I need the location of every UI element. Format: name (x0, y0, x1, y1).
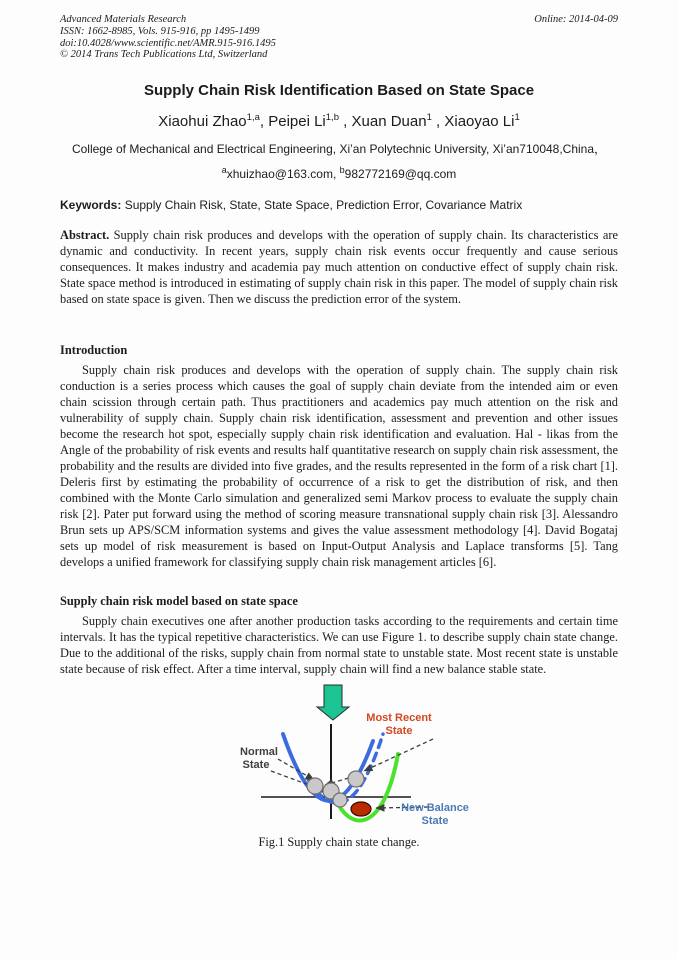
author-3-superscript: 1 (426, 112, 432, 124)
online-date: Online: 2014-04-09 (534, 14, 618, 25)
author-4: Xiaoyao Li$^1$ (444, 112, 520, 131)
label-new-balance-state: New Balance (401, 802, 469, 815)
label-normal-state: State (242, 759, 270, 772)
email-a: xhuizhao@163.com, (226, 167, 340, 182)
author-2-superscript: 1,b (325, 112, 339, 124)
abstract-label: Abstract. (60, 228, 110, 243)
author-4-superscript: 1 (514, 112, 520, 124)
abstract-text: Supply chain risk produces and develops with the operation of supply chain. Its characteristics are dynamic and conductivity. In recent years, supply chain risk events occur frequently and cause serious consequences. It makes industry and academia pay much attention on conductive effect of supply chain risk. State space method is introduced in estimating of supply chain risk in this paper. The model of supply chain risk based on state space is given. Then we discuss the prediction error of the system. (60, 228, 618, 307)
author-1: Xiaohui Zhao$^{1,a}$ (158, 112, 260, 131)
issn-line: ISSN: 1662-8985, Vols. 915-916, pp 1495-1499 (60, 25, 260, 37)
author-separator: , (259, 113, 269, 131)
risk-arrow-icon (317, 685, 349, 720)
author-separator: , (338, 113, 352, 131)
state-ball (307, 778, 323, 794)
doi-line: doi:10.4028/www.scientific.net/AMR.915-916.1495 (60, 37, 276, 49)
author-2: Peipei Li$^{1,b}$ (268, 112, 339, 131)
label-most-recent-state: State (385, 725, 413, 738)
figure-caption: Fig.1 Supply chain state change. (258, 835, 420, 850)
authors-line (60, 112, 618, 130)
figure-1 (60, 679, 618, 850)
state-ball (348, 771, 364, 787)
affiliation: College of Mechanical and Electrical Engineering, Xi’an Polytechnic University, Xi’an710048,China， (71, 142, 607, 157)
emails-line (60, 165, 618, 181)
state-ball (333, 793, 347, 807)
risk-ball (351, 802, 371, 816)
label-most-recent-state: Most Recent (366, 712, 432, 725)
keywords-line (60, 198, 618, 212)
email-b-superscript: b (339, 165, 345, 176)
section-heading-introduction: Introduction (60, 343, 128, 358)
email-b: 982772169@qq.com (344, 167, 457, 182)
model-paragraph: Supply chain executives one after another production tasks according to the requirements and certain time intervals. It has the typical repetitive characteristics. We can use Figure 1. to describe supply chain state change. Due to the additional of the risks, supply chain from normal state to unstable state. Most recent state is unstable state because of risk effect. After a time interval, supply chain will find a new balance stable state. (60, 614, 618, 677)
keywords-text: Supply Chain Risk, State, State Space, Prediction Error, Covariance Matrix (124, 198, 523, 213)
copyright-line: © 2014 Trans Tech Publications Ltd, Switzerland (60, 49, 268, 61)
keywords-label: Keywords: (60, 198, 122, 213)
state-change-diagram (223, 679, 478, 834)
section-heading-model: Supply chain risk model based on state space (60, 594, 298, 609)
email-a-superscript: a (221, 165, 227, 176)
journal-info (60, 14, 276, 61)
author-3: Xuan Duan$^1$ (351, 112, 432, 131)
journal-header (60, 14, 618, 61)
label-normal-state: Normal (240, 746, 278, 759)
introduction-paragraph: Supply chain risk produces and develops with the operation of supply chain. The supply chain risk conduction is a series process which causes the goal of supply chain deviate from the intended aim or even chain scission through certain path. Thus practitioners and academics pay much attention on the risk and vulnerability of supply chain. Supply chain risk identification, assessment and prevention and other issues become the research hot spot, especially supply chain risk identification and evaluation. Hal - likas from the Angle of the probability of risk events and results half quantitative research on supply chain risk assessment, the probability and the results are divided into five grades, and the results represented in the form of a risk chart [1]. Deleris first by estimating the probability of occurrence of a risk to get the distribution of risk, and then combined with the Monte Carlo simulation and generalized semi Markov process to evaluate the supply chain risk [2]. Pater put forward using the method of scoring measure transnational supply chain risk [3]. Alessandro Brun sets up APS/SCM information systems and gives the value assessment methodology [4]. David Bogataj sets up model of risk measurement is based on Input-Output Analysis and Laplace transforms [5]. Tang develops a unified framework for classifying supply chain risk management articles [6]. (60, 363, 618, 570)
abstract (60, 227, 618, 307)
author-1-superscript: 1,a (246, 112, 260, 124)
journal-name: Advanced Materials Research (60, 14, 187, 25)
author-separator: , (431, 113, 445, 131)
paper-title: Supply Chain Risk Identification Based on State Space (143, 82, 535, 100)
label-new-balance-state: State (421, 815, 449, 828)
